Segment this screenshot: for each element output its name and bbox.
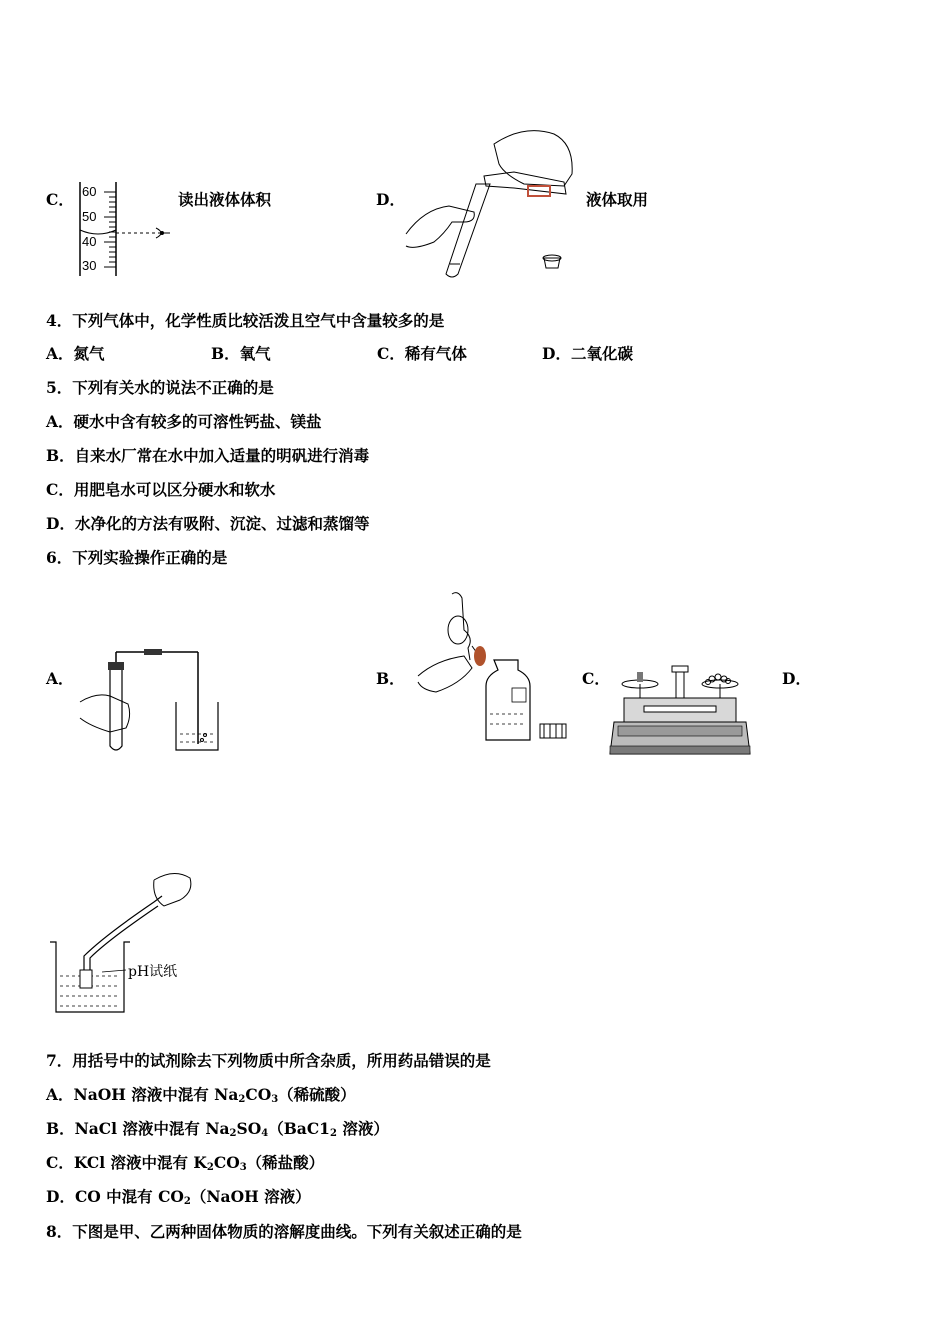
q5-option-b: B．自来水厂常在水中加入适量的明矾进行消毒 — [46, 446, 370, 465]
q6-option-a-label: A． — [46, 669, 74, 688]
q5-stem: 5．下列有关水的说法不正确的是 — [46, 378, 274, 397]
q7-option-a: A．NaOH 溶液中混有 $Na_2CO_3$（稀硫酸） — [46, 1085, 356, 1105]
cylinder-tick-30: 30 — [82, 258, 97, 273]
graduated-cylinder-reading-figure — [74, 180, 184, 284]
q7-stem: 7．用括号中的试剂除去下列物质中所含杂质，所用药品错误的是 — [46, 1051, 491, 1070]
q6-option-c-label: C． — [582, 669, 610, 688]
cylinder-tick-40: 40 — [82, 234, 97, 249]
cylinder-tick-60: 60 — [82, 184, 97, 199]
q7-option-d: D．CO 中混有 $CO_2(NaOH$ 溶液） — [46, 1187, 311, 1207]
q3-option-c-text: 读出液体体积 — [178, 190, 272, 209]
q3-option-c-label: C． — [46, 190, 74, 209]
q4-option-d: D．二氧化碳 — [542, 344, 633, 363]
q4-option-c: C．稀有气体 — [377, 344, 467, 363]
airtightness-check-figure — [76, 646, 226, 760]
q4-option-b: B．氧气 — [211, 344, 271, 363]
q6-stem: 6．下列实验操作正确的是 — [46, 548, 228, 567]
q5-option-a: A．硬水中含有较多的可溶性钙盐、镁盐 — [46, 412, 322, 431]
q5-option-d: D．水净化的方法有吸附、沉淀、过滤和蒸馏等 — [46, 514, 370, 533]
ph-paper-label: pH试纸 — [128, 964, 178, 980]
q7-option-b: B．NaCl 溶液中混有 $Na_2SO_4(BaC1_2$ 溶液） — [46, 1119, 389, 1139]
balance-scale-figure — [610, 662, 750, 762]
q5-option-c: C．用肥皂水可以区分硬水和软水 — [46, 480, 276, 499]
q6-option-b-label: B． — [376, 669, 405, 688]
liquid-pouring-figure — [404, 124, 584, 288]
q4-stem: 4．下列气体中，化学性质比较活泼且空气中含量较多的是 — [46, 311, 445, 330]
q6-option-d-label: D． — [782, 669, 811, 688]
ph-paper-dip-figure — [44, 866, 194, 1020]
cylinder-tick-50: 50 — [82, 209, 97, 224]
q8-stem: 8．下图是甲、乙两种固体物质的溶解度曲线。下列有关叙述正确的是 — [46, 1222, 522, 1241]
q3-option-d-label: D． — [376, 190, 405, 209]
q4-option-a: A．氮气 — [46, 344, 105, 363]
q3-option-d-text: 液体取用 — [586, 190, 649, 209]
q7-option-c: C．KCl 溶液中混有 $K_2CO_3$（稀盐酸） — [46, 1153, 325, 1173]
dropper-bottle-figure — [416, 590, 566, 754]
